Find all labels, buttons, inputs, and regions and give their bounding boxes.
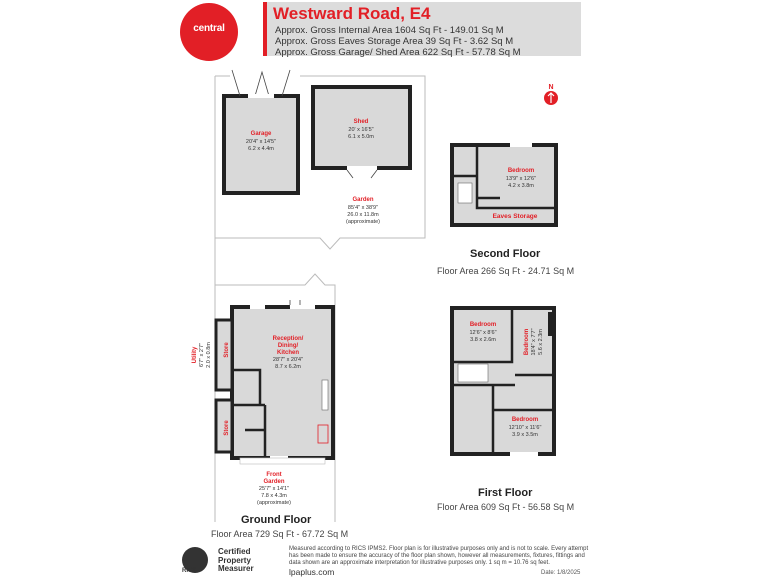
front-garden-label-1: Front bbox=[266, 472, 282, 478]
garden-imperial: 85'4" x 38'9" bbox=[347, 205, 379, 211]
garage-area-line: Approx. Gross Garage/ Shed Area 622 Sq Ft - 57.78 Sq M bbox=[275, 47, 521, 58]
ground-floor-plan bbox=[216, 300, 333, 464]
shed-imperial: 20' x 16'5" bbox=[348, 127, 374, 133]
certified-measurer-badge bbox=[218, 548, 254, 574]
property-title: Westward Road, E4 bbox=[273, 4, 431, 23]
garden-metric: 26.0 x 11.8m bbox=[347, 212, 379, 218]
cert-line-1: Certified bbox=[218, 547, 251, 556]
bedroom-a-label: Bedroom bbox=[469, 322, 497, 328]
second-floor-title: Second Floor bbox=[470, 248, 541, 260]
internal-area-line: Approx. Gross Internal Area 1604 Sq Ft - 149.01 Sq M bbox=[275, 25, 504, 36]
second-bedroom-label: Bedroom bbox=[507, 168, 535, 174]
reception-metric: 8.7 x 6.2m bbox=[275, 364, 301, 370]
second-bedroom-imperial: 13'9" x 12'6" bbox=[505, 176, 537, 182]
north-compass bbox=[543, 82, 559, 111]
bedroom-b-imperial: 18'4" x 7'7" bbox=[531, 328, 537, 356]
website: lpaplus.com bbox=[289, 567, 335, 577]
garden-label: Garden bbox=[352, 197, 374, 203]
first-floor-title: First Floor bbox=[478, 487, 533, 499]
front-garden-note: (approximate) bbox=[257, 500, 291, 506]
bedroom-a-imperial: 12'6" x 8'6" bbox=[469, 330, 497, 336]
garden-note: (approximate) bbox=[346, 219, 380, 225]
front-garden-label-2: Garden bbox=[263, 479, 285, 485]
utility-metric: 2.0 x 0.8m bbox=[206, 342, 212, 368]
eaves-area-line: Approx. Gross Eaves Storage Area 39 Sq Ft - 3.62 Sq M bbox=[275, 36, 514, 47]
front-garden-imperial: 25'7" x 14'1" bbox=[258, 486, 290, 492]
cert-line-2: Property bbox=[218, 555, 251, 565]
shed-label: Shed bbox=[353, 119, 369, 125]
bedroom-b-label: Bedroom bbox=[524, 328, 530, 356]
shed-metric: 6.1 x 5.0m bbox=[348, 134, 374, 140]
bedroom-a-metric: 3.8 x 2.6m bbox=[470, 337, 496, 343]
bedroom-c-label: Bedroom bbox=[511, 417, 539, 423]
reception-label-2: Dining/ bbox=[277, 343, 299, 349]
reception-label-3: Kitchen bbox=[276, 350, 300, 356]
eaves-storage-label: Eaves Storage bbox=[492, 213, 538, 220]
bedroom-b-metric: 5.6 x 2.3m bbox=[538, 329, 544, 355]
bedroom-c-imperial: 12'10" x 11'6" bbox=[508, 425, 542, 431]
first-floor-area: Floor Area 609 Sq Ft - 56.58 Sq M bbox=[437, 502, 575, 512]
plan-date: Date: 1/8/2025 bbox=[541, 570, 581, 576]
rics-name: RICS bbox=[182, 568, 197, 574]
utility-imperial: 6'7" x 2'7" bbox=[199, 342, 205, 368]
logo-text: central bbox=[193, 23, 225, 34]
ground-floor-area: Floor Area 729 Sq Ft - 67.72 Sq M bbox=[211, 529, 349, 539]
ground-floor-title: Ground Floor bbox=[241, 514, 312, 526]
north-label: N bbox=[548, 84, 554, 91]
disclaimer: Measured according to RICS IPMS2. Floor plan is for illustrative purposes only and is not to scale. Every attempt has been made to ensure the accuracy of the floor plan shown, however all measurements, fixtures, fittings and data shown are an approximate interpretation for illustrative purposes only. 1 sq m = 10.76 sq feet. bbox=[289, 546, 589, 566]
garage-metric: 6.2 x 4.4m bbox=[248, 146, 274, 152]
bedroom-c-metric: 3.9 x 3.5m bbox=[512, 432, 538, 438]
front-garden-metric: 7.8 x 4.3m bbox=[261, 493, 287, 499]
reception-label-1: Reception/ bbox=[272, 336, 304, 342]
cert-line-3: Measurer bbox=[218, 564, 254, 573]
second-bedroom-metric: 4.2 x 3.8m bbox=[508, 183, 534, 189]
store-label-2: Store bbox=[224, 420, 230, 436]
garage-imperial: 20'4" x 14'5" bbox=[245, 139, 277, 145]
utility-label: Utility bbox=[192, 346, 198, 364]
reception-imperial: 28'7" x 20'4" bbox=[272, 357, 304, 363]
garage-label: Garage bbox=[250, 131, 272, 137]
second-floor-area: Floor Area 266 Sq Ft - 24.71 Sq M bbox=[437, 266, 575, 276]
store-label-1: Store bbox=[224, 342, 230, 358]
